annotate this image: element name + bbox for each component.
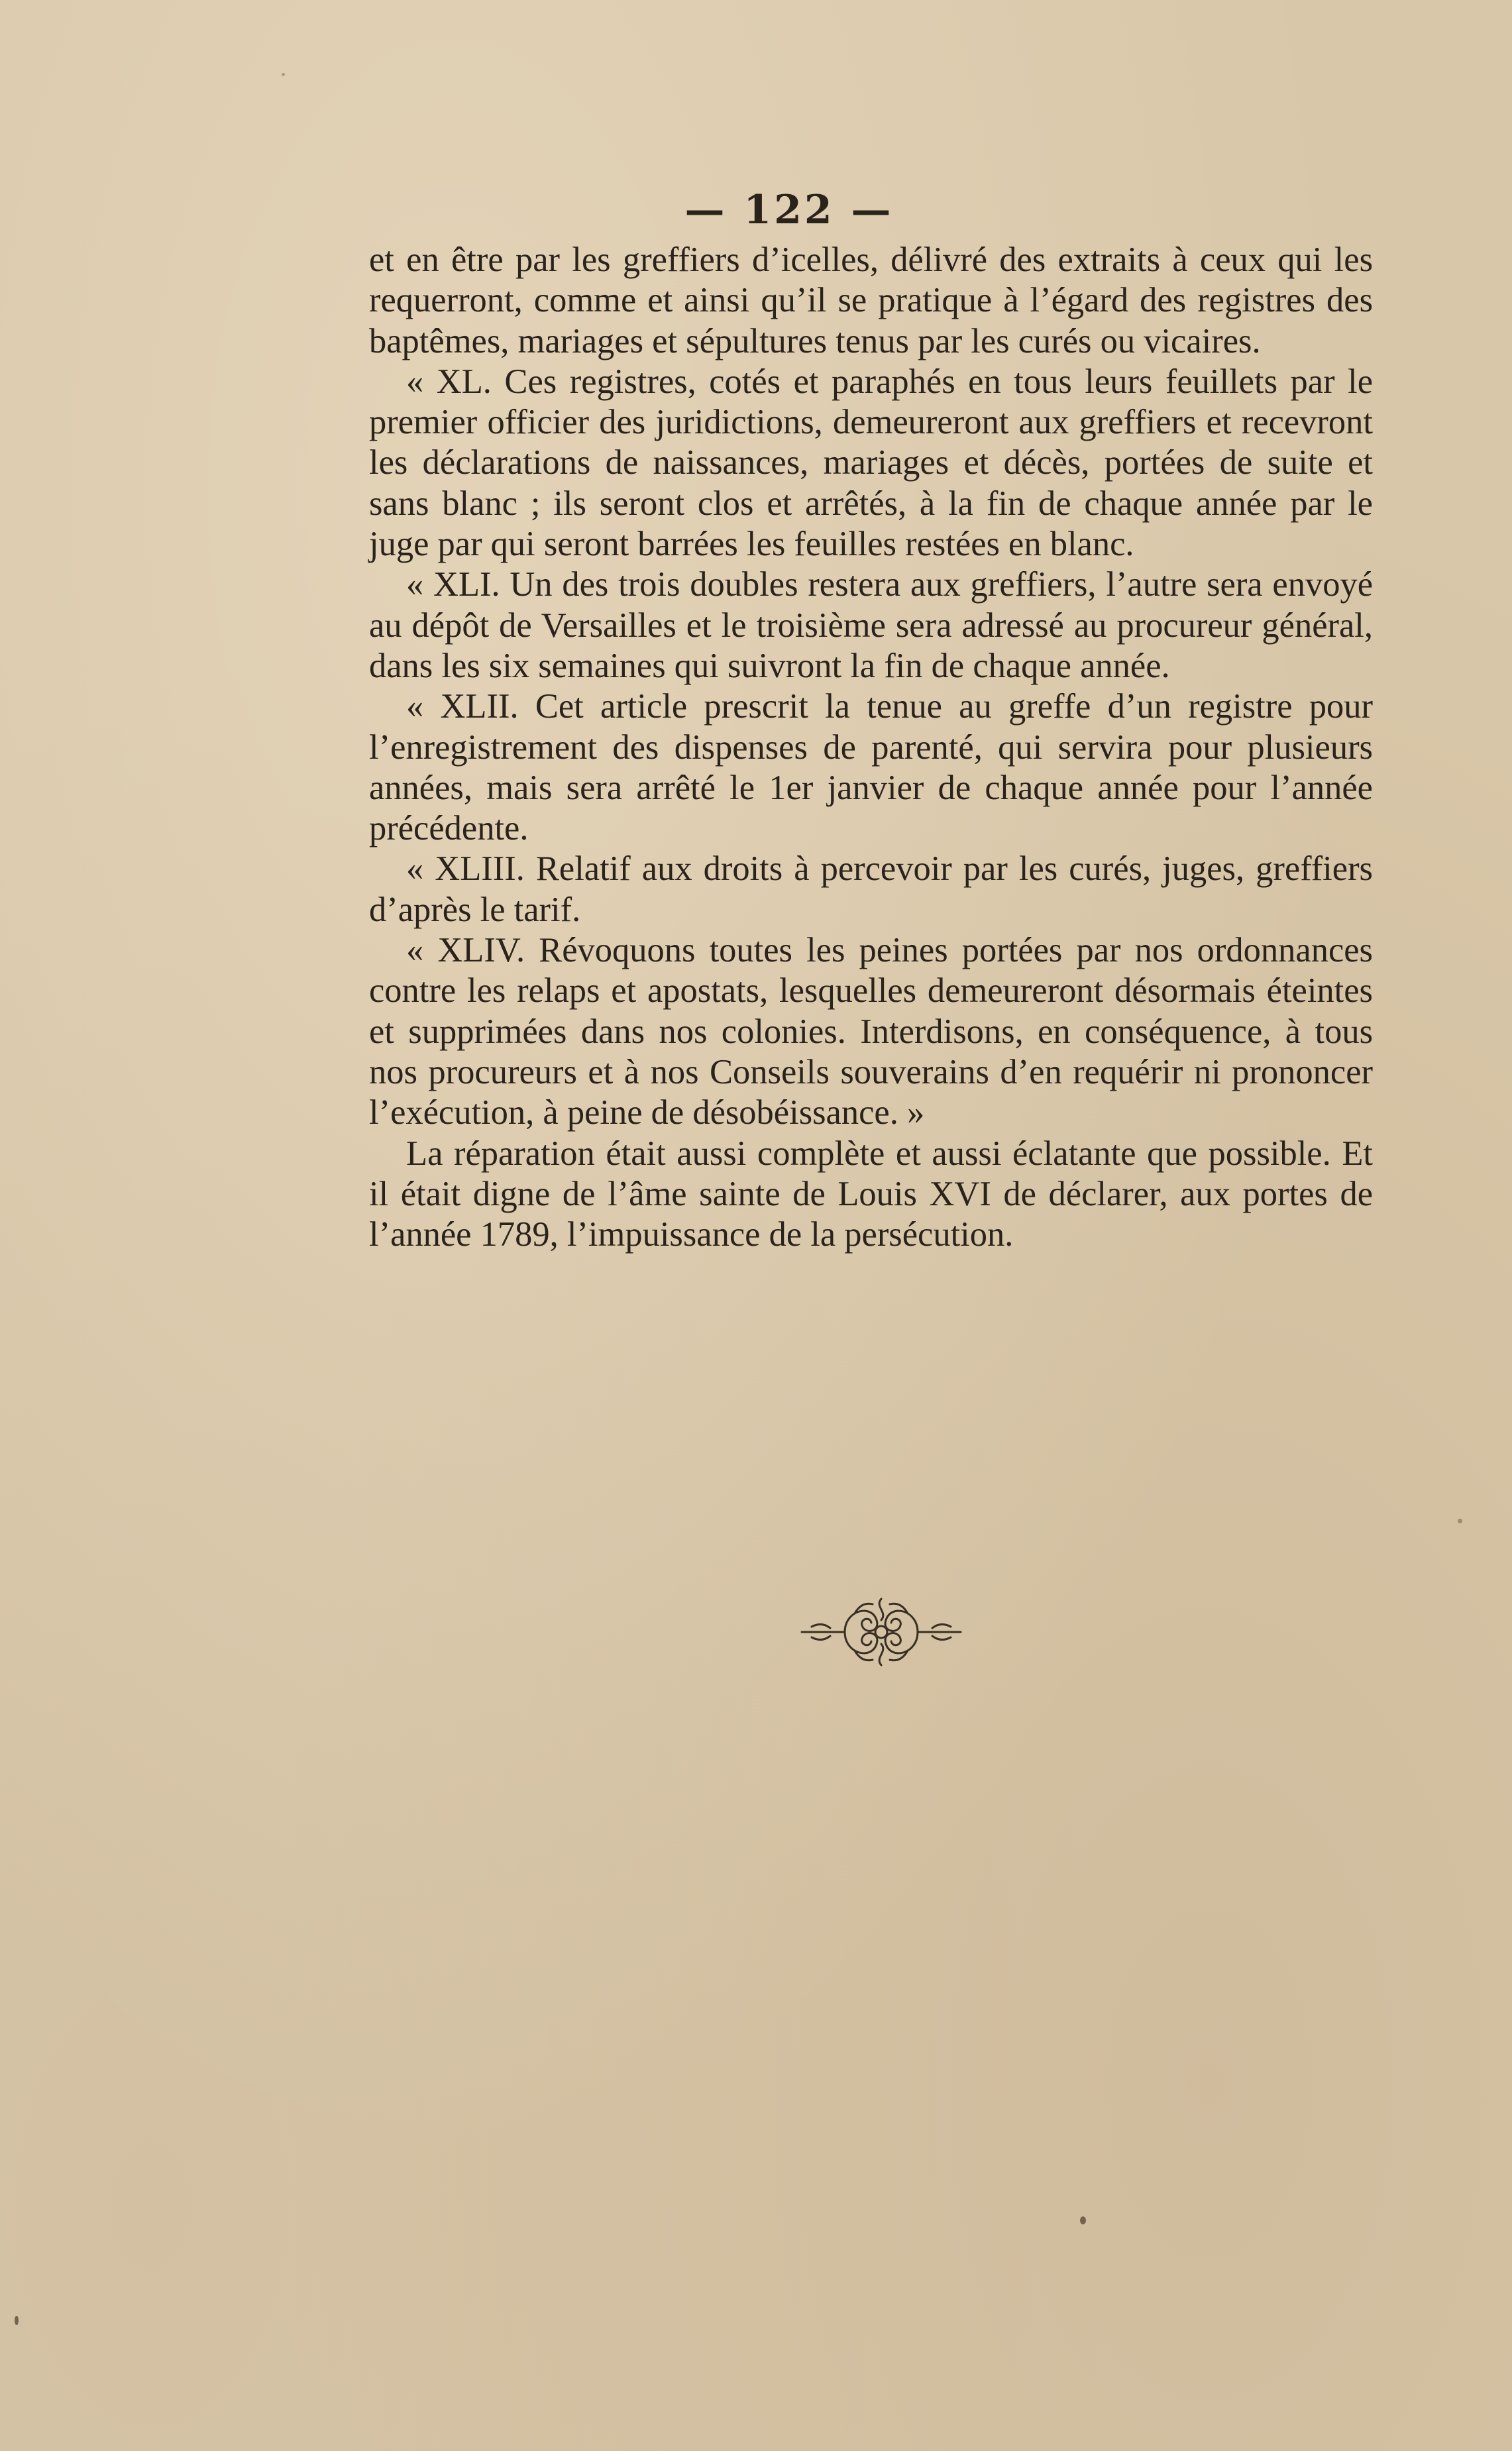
body-text (369, 240, 1373, 1255)
paper-spot (1458, 1519, 1462, 1523)
paper-spot (1080, 2216, 1086, 2224)
paper-spot (15, 2316, 19, 2325)
paragraph: « XLI. Un des trois doubles restera aux greffiers, l’autre sera envoyé au dépôt de Versailles et le troisième sera adressé au procureur général, dans les six semaines qui suivront la fin de chaque année. (369, 565, 1373, 685)
paragraph: « XLIII. Relatif aux droits à percevoir par les curés, juges, greffiers d’après le tarif. (369, 849, 1373, 929)
paragraph: La réparation était aussi complète et aussi éclatante que possible. Et il était digne de l’âme sainte de Louis XVI de déclarer, aux portes de l’année 1789, l’impuissance de la persécution. (369, 1134, 1373, 1254)
paragraph: « XL. Ces registres, cotés et paraphés en tous leurs feuillets par le premier officier des juridictions, demeureront aux greffiers et recevront les déclarations de naissances, mariages et décès, portées de suite et sans blanc ; ils seront clos et arrêtés, à la fin de chaque année par le juge par qui seront barrées les feuilles restées en blanc. (369, 362, 1373, 564)
paragraph: et en être par les greffiers d’icelles, délivré des extraits à ceux qui les requerront, comme et ainsi qu’il se pratique à l’égard des registres des baptêmes, mariages et sépultures tenus par les curés ou vicaires. (369, 241, 1373, 360)
paper-spot (282, 73, 285, 76)
floral-vignette-icon (798, 1594, 964, 1673)
page-number: — 122 — (684, 187, 894, 233)
paragraph: « XLII. Cet article prescrit la tenue au greffe d’un registre pour l’enregistrement des dispenses de parenté, qui servira pour plusieurs années, mais sera arrêté le 1er janvier de chaque année pour l’année précédente. (369, 687, 1373, 848)
paragraph: « XLIV. Révoquons toutes les peines portées par nos ordonnances contre les relaps et apostats, lesquelles demeureront désormais éteintes et supprimées dans nos colonies. Interdisons, en conséquence, à tous nos procureurs et à nos Conseils souverains d’en requérir ni prononcer l’exécution, à peine de désobéissance. » (369, 931, 1373, 1132)
